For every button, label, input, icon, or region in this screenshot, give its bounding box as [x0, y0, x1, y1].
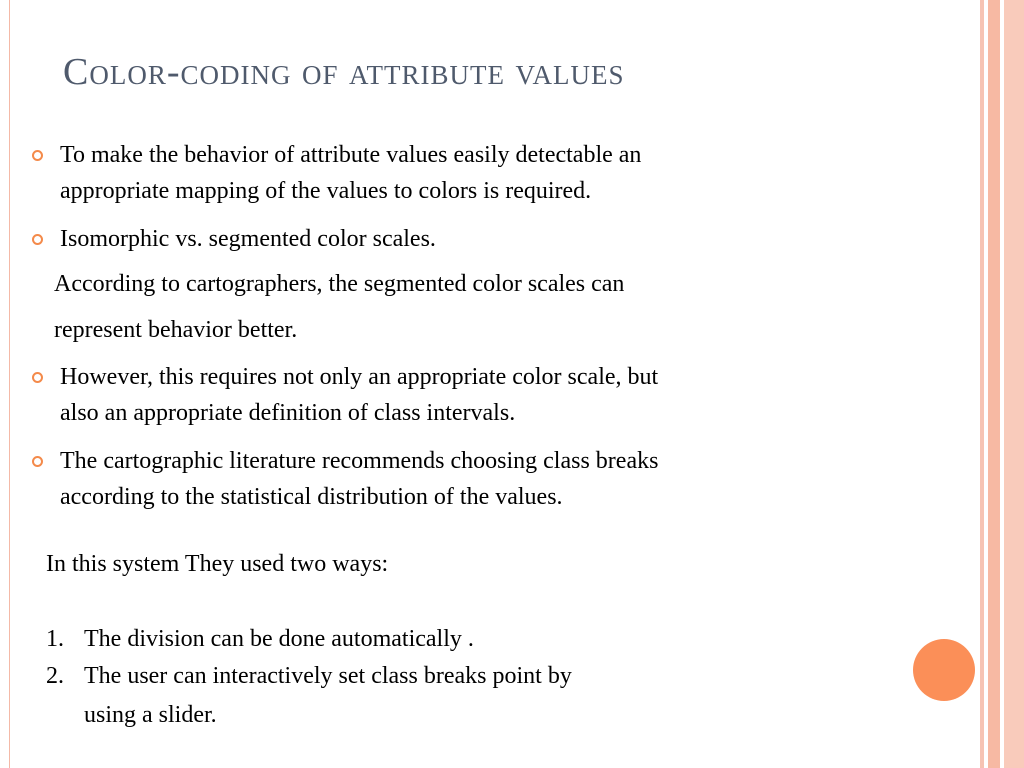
- left-decorative-line: [9, 0, 10, 768]
- bullet-4-line-2: according to the statistical distribution of the values.: [60, 484, 563, 510]
- bullet-icon: [32, 150, 43, 161]
- numbered-item-2-number: 2.: [46, 663, 64, 689]
- numbered-item-2-line-1: The user can interactively set class breaks point by: [84, 663, 572, 689]
- paragraph-line-1: According to cartographers, the segmented color scales can: [54, 271, 625, 297]
- bullet-1-line-2: appropriate mapping of the values to colors is required.: [60, 178, 592, 204]
- numbered-item-1-line-1: The division can be done automatically .: [84, 626, 474, 652]
- bullet-2-line-1: Isomorphic vs. segmented color scales.: [60, 226, 436, 252]
- bullet-icon: [32, 372, 43, 383]
- bullet-1-line-1: To make the behavior of attribute values easily detectable an: [60, 142, 642, 168]
- numbered-item-2-line-2: using a slider.: [84, 702, 217, 728]
- right-decorative-stripes: [980, 0, 1024, 768]
- bullet-4-line-1: The cartographic literature recommends choosing class breaks: [60, 448, 659, 474]
- bullet-3-line-2: also an appropriate definition of class intervals.: [60, 400, 516, 426]
- paragraph-line-2: represent behavior better.: [54, 317, 298, 343]
- bullet-icon: [32, 234, 43, 245]
- bullet-3-line-1: However, this requires not only an appropriate color scale, but: [60, 364, 659, 390]
- orange-circle-decoration: [913, 639, 975, 701]
- intro-text: In this system They used two ways:: [46, 551, 389, 577]
- slide-title: Color-coding of attribute values: [63, 51, 625, 93]
- numbered-item-1-number: 1.: [46, 626, 64, 652]
- bullet-icon: [32, 456, 43, 467]
